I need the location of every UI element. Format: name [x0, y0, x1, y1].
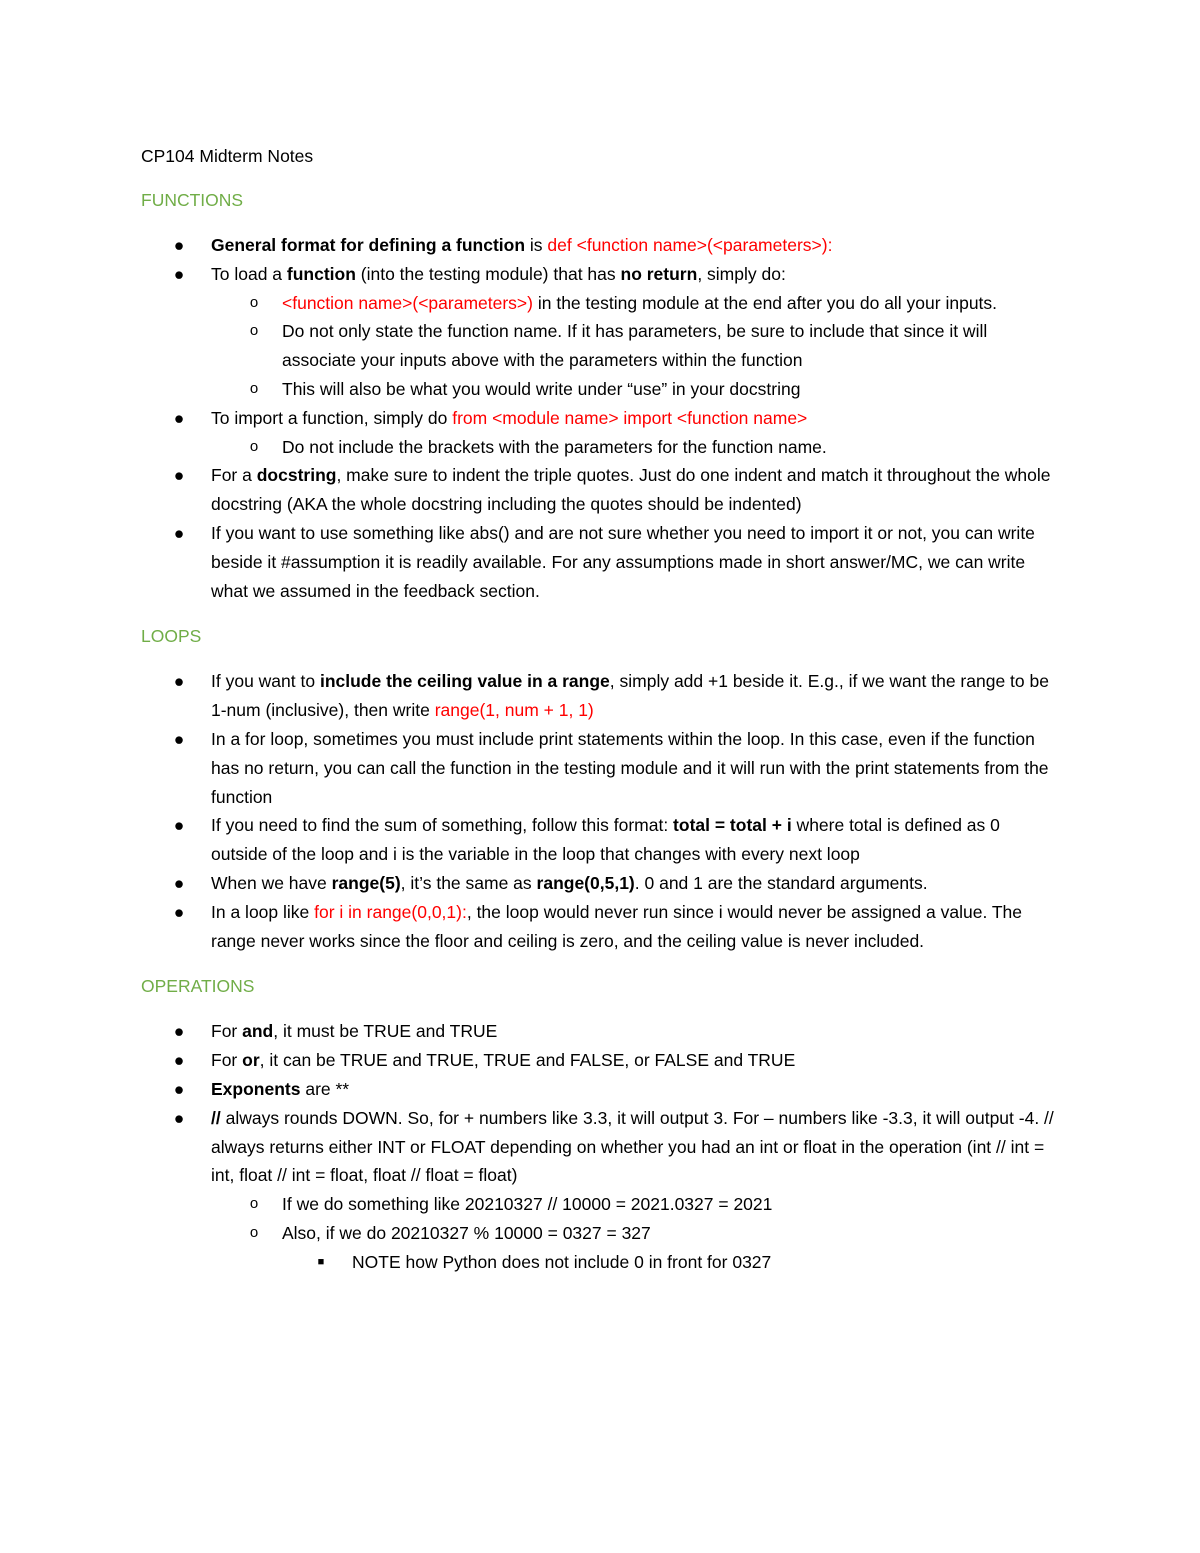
text: (into the testing module) that has	[355, 263, 621, 284]
document-title: CP104 Midterm Notes	[141, 146, 314, 166]
list-item	[141, 1104, 1061, 1190]
text: in the testing module at the end after you do all your inputs.	[532, 292, 998, 313]
list-item	[141, 461, 1061, 519]
code-text: range(1, num + 1, 1)	[434, 700, 594, 721]
list-item	[141, 667, 1061, 725]
loops-list	[141, 667, 1061, 955]
text: . 0 and 1 are the standard arguments.	[634, 872, 928, 893]
circle-bullet-icon: o	[249, 1195, 259, 1213]
bold-text: function	[286, 263, 356, 284]
text: When we have	[211, 872, 332, 893]
bold-text: range(0,5,1)	[536, 872, 635, 893]
bullet-icon: ●	[173, 1050, 185, 1071]
list-item	[141, 260, 1061, 289]
sub-list-item	[141, 289, 1061, 318]
text: To import a function, simply do	[211, 407, 453, 428]
bullet-icon: ●	[173, 728, 185, 749]
functions-list	[141, 231, 1061, 605]
text: For a	[211, 465, 257, 486]
bullet-icon: ●	[173, 872, 185, 893]
circle-bullet-icon: o	[249, 1223, 259, 1241]
text: This will also be what you would write under “use” in your docstring	[282, 378, 801, 399]
text: , the loop would never run since i would never be assigned a value. The range never works since the floor and ceiling is zero, and the ceiling value is never included.	[211, 901, 1023, 951]
text: Do not only state the function name. If it has parameters, be sure to include that since it will associate your inputs above with the parameters within the function	[282, 321, 988, 371]
circle-bullet-icon: o	[249, 322, 259, 340]
bold-text: //	[211, 1107, 221, 1128]
section-heading-operations: OPERATIONS	[141, 976, 255, 997]
bullet-icon: ●	[173, 1078, 185, 1099]
text: If you want to use something like abs() and are not sure whether you need to import it or not, you can write beside it #assumption it is readily available. For any assumptions made in short answer/MC, we can write what we assumed in the feedback section.	[211, 522, 1035, 601]
text: , make sure to indent the triple quotes. Just do one indent and match it throughout the whole docstring (AKA the whole docstring including the quotes should be indented)	[211, 465, 1051, 515]
sub-list-item	[141, 1219, 1061, 1248]
sub-list-item	[141, 375, 1061, 404]
text: always rounds DOWN. So, for + numbers like 3.3, it will output 3. For – numbers like -3.3, it will output -4. // always returns either INT or FLOAT depending on whether you had an int or float in the operation (int // int = int, float // int = float, float // float = float)	[211, 1107, 1054, 1186]
bullet-icon: ●	[173, 815, 185, 836]
list-item	[141, 725, 1061, 811]
text: For	[211, 1050, 243, 1071]
bullet-icon: ●	[173, 263, 185, 284]
text: is	[525, 235, 548, 255]
text: Do not include the brackets with the parameters for the function name.	[282, 436, 827, 457]
bullet-icon: ●	[173, 235, 185, 255]
text: If you want to	[211, 671, 320, 692]
bullet-icon: ●	[173, 1107, 185, 1128]
bold-text: Exponents	[211, 1078, 301, 1099]
bullet-icon: ●	[173, 522, 185, 543]
list-item	[141, 1075, 1061, 1104]
list-item	[141, 404, 1061, 433]
text: For	[211, 1021, 243, 1042]
bullet-icon: ●	[173, 465, 185, 486]
sub-list-item	[141, 317, 1061, 375]
text: NOTE how Python does not include 0 in front for 0327	[352, 1251, 772, 1272]
text: If you need to find the sum of something, follow this format:	[211, 815, 674, 836]
circle-bullet-icon: o	[249, 437, 259, 455]
bold-text: General format for defining a function	[211, 235, 526, 255]
bold-text: include the ceiling value in a range	[319, 671, 610, 692]
bullet-icon: ●	[173, 671, 185, 692]
circle-bullet-icon: o	[249, 293, 259, 311]
bold-text: and	[242, 1021, 274, 1042]
code-text: from <module name> import <function name>	[452, 407, 808, 428]
bold-text: docstring	[256, 465, 337, 486]
text: are **	[300, 1078, 350, 1099]
list-item	[141, 1017, 1061, 1046]
list-item	[141, 519, 1061, 605]
text: In a loop like	[211, 901, 315, 922]
section-heading-loops: LOOPS	[141, 626, 202, 647]
bullet-icon: ●	[173, 407, 185, 428]
list-item	[141, 869, 1061, 898]
bold-text: no return	[620, 263, 698, 284]
sub-list-item	[141, 433, 1061, 462]
bullet-icon: ●	[173, 1021, 185, 1042]
list-item	[141, 1046, 1061, 1075]
text: In a for loop, sometimes you must include print statements within the loop. In this case, even if the function has no return, you can call the function in the testing module and it will run with the print statements from the function	[211, 728, 1049, 807]
text: Also, if we do 20210327 % 10000 = 0327 = 327	[282, 1222, 651, 1243]
text: , simply add +1 beside it. E.g., if we want the range to be 1-num (inclusive), then write	[211, 671, 1049, 721]
text: To load a	[211, 263, 287, 284]
text: , it’s the same as	[400, 872, 537, 893]
code-text: <function name>(<parameters>)	[282, 292, 533, 313]
bold-text: total = total + i	[673, 815, 792, 836]
square-bullet-icon: ■	[317, 1255, 325, 1268]
bold-text: or	[242, 1050, 260, 1071]
code-text: def <function name>(<parameters>):	[547, 235, 833, 255]
text: , it can be TRUE and TRUE, TRUE and FALSE, or FALSE and TRUE	[259, 1050, 796, 1071]
bold-text: range(5)	[331, 872, 401, 893]
circle-bullet-icon: o	[249, 379, 259, 397]
list-item	[141, 898, 1061, 956]
section-heading-functions: FUNCTIONS	[141, 190, 244, 210]
text: , it must be TRUE and TRUE	[273, 1021, 498, 1042]
operations-list	[141, 1017, 1061, 1276]
bullet-icon: ●	[173, 901, 185, 922]
sub-list-item	[141, 1190, 1061, 1219]
text: If we do something like 20210327 // 10000 = 2021.0327 = 2021	[282, 1194, 773, 1215]
code-text: for i in range(0,0,1):	[314, 901, 467, 922]
list-item	[141, 811, 1061, 869]
text: where total is defined as 0 outside of the loop and i is the variable in the loop that changes with every next loop	[211, 815, 1000, 865]
list-item	[141, 231, 1061, 260]
document-body	[141, 143, 1061, 1277]
text: , simply do:	[697, 263, 786, 284]
sub-sub-list-item	[141, 1248, 1061, 1277]
